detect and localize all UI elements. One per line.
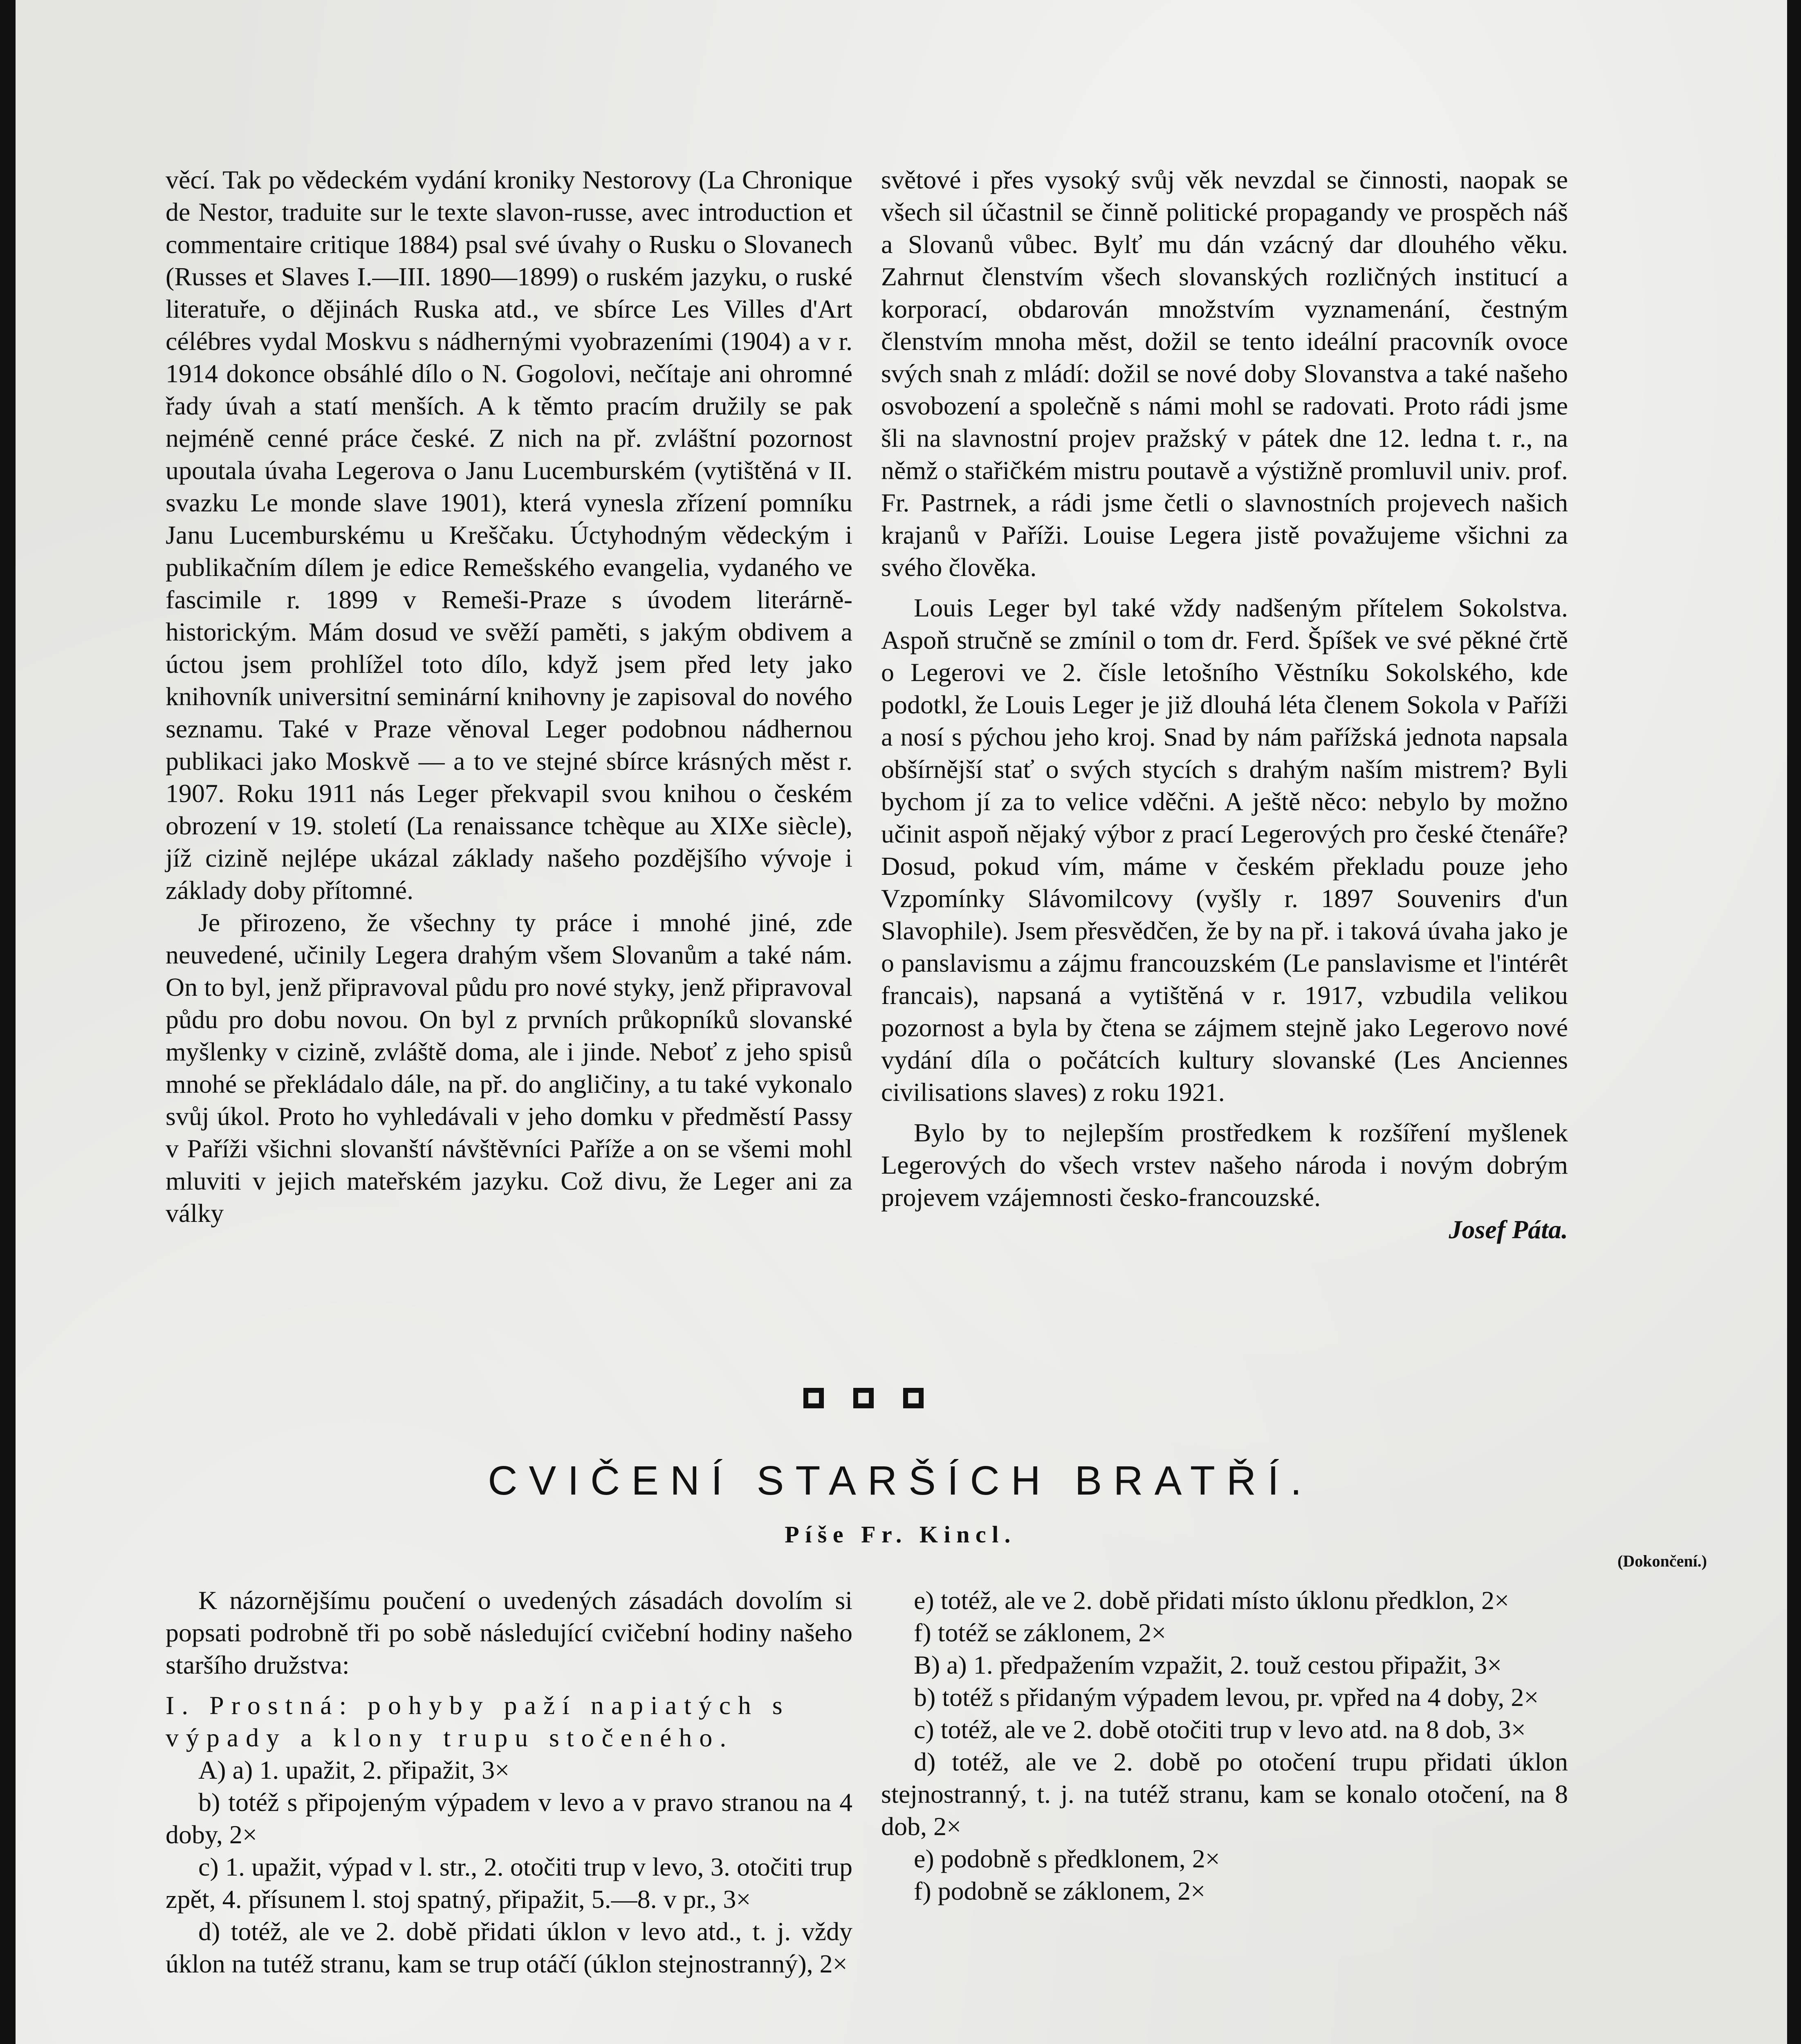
list-item: f) totéž se záklonem, 2×: [914, 1618, 1166, 1647]
list-item: c) 1. upažit, výpad v l. str., 2. otočiti trup v levo, 3. otočiti trup zpět, 4. přísunem l. stoj spatný, připažit, 5.—8. v pr., 3×: [166, 1852, 852, 1914]
paragraph: K názornějšímu poučení o uvedených zásadách dovolím si popsati podrobně tři po sobě následující cvičební hodiny našeho staršího družstva:: [166, 1586, 852, 1679]
article-author: Píše Fr. Kincl.: [785, 1521, 1016, 1548]
article-title: CVIČENÍ STARŠÍCH BRATŘÍ.: [488, 1458, 1313, 1504]
list-item: A) a) 1. upažit, 2. připažit, 3×: [198, 1755, 510, 1784]
paragraph: Louis Leger byl také vždy nadšeným přítelem Sokolstva. Aspoň stručně se zmínil o tom dr. Ferd. Špíšek ve své pěkné črtě o Legerovi ve 2. čísle letošního Věstníku Sokolského, kde podotkl, že Louis Leger je již dlouhá léta členem Sokola v Paříži a nosí s pýchou jeho kroj. Snad by nám pařížská jednota napsala obšírnější stať o svých stycích s drahým naším mistrem? Byli bychom jí za to velice vděčni. A ještě něco: nebylo by možno učinit aspoň nějaký výbor z prací Legerových pro české čtenáře? Dosud, pokud vím, máme v českém překladu pouze jeho Vzpomínky Slávomilcovy (vyšly r. 1897 Souvenirs d'un Slavophile). Jsem přesvědčen, že by na př. i taková úvaha jako je o panslavismu a zájmu francouzském (Le panslavisme et l'intérêt francais), napsaná a vytištěná v r. 1917, vzbudila velikou pozornost a byla by čtena se zájmem stejně jako Legerovo nové vydání díla o počátcích kultury slovanské (Les Anciennes civilisations slaves) z roku 1921.: [881, 593, 1568, 1107]
signature: Josef Páta.: [1449, 1215, 1568, 1244]
scan-border-right: [1787, 0, 1801, 2044]
article1-right-column: [881, 164, 1568, 1246]
paragraph: věcí. Tak po vědeckém vydání kroniky Nestorovy (La Chronique de Nestor, traduite sur le texte slavon-russe, avec introduction et commentaire critique 1884) psal své úvahy o Rusku o Slovanech (Russes et Slaves I.—III. 1890—1899) o ruském jazyku, o ruské literatuře, o dějinách Ruska atd., ve sbírce Les Villes d'Art célébres vydal Moskvu s nádhernými vyobrazeními (1904) a v r. 1914 dokonce obsáhlé dílo o N. Gogolovi, nečítaje ani ohromné řady úvah a statí menších. A k těmto pracím družily se pak nejméně cenné práce české. Z nich na př. zvláštní pozornost upoutala úvaha Legerova o Janu Lucemburském (vytištěná v II. svazku Le monde slave 1901), která vynesla zřízení pomníku Janu Lucemburskému u Kreščaku. Úctyhodným vědeckým i publikačním dílem je edice Remešského evangelia, vydaného ve fascimile r. 1899 v Remeši-Praze s úvodem literárně-historickým. Mám dosud ve svěží paměti, s jakým obdivem a úctou jsem prohlížel toto dílo, když jsem před lety jako knihovník universitní seminární knihovny je zapisoval do nového seznamu. Také v Praze věnoval Leger podobnou nádhernou publikaci jako Moskvě — a to ve stejné sbírce krásných měst r. 1907. Roku 1911 nás Leger překvapil svou knihou o českém obrození v 19. století (La renaissance tchèque au XIXe siècle), jíž cizině nejlépe ukázal základy našeho pozdějšího vývoje i základy doby přítomné.: [166, 165, 852, 905]
square-ornament: [903, 1388, 924, 1408]
list-item: b) totéž s přidaným výpadem levou, pr. vpřed na 4 doby, 2×: [914, 1683, 1539, 1712]
list-item: e) podobně s předklonem, 2×: [914, 1844, 1220, 1873]
paragraph: světové i přes vysoký svůj věk nevzdal se činnosti, naopak se všech sil účastnil se činně politické propagandy ve prospěch náš a Slovanů vůbec. Bylť mu dán vzácný dar dlouhého věku. Zahrnut členstvím všech slovanských rozličných institucí a korporací, obdarován množstvím vyznamenání, čestným členstvím mnoha měst, dožil se tento ideální pracovník ovoce svých snah z mládí: dožil se nové doby Slovanstva a také našeho osvobození a společně s námi mohl se radovati. Proto rádi jsme šli na slavnostní projev pražský v pátek dne 12. ledna t. r., na němž o stařičkém mistru poutavě a výstižně promluvil univ. prof. Fr. Pastrnek, a rádi jsme četli o slavnostních projevech našich krajanů v Paříži. Louise Legera jistě považujeme všichni za svého člověka.: [881, 165, 1568, 582]
list-item: B) a) 1. předpažením vzpažit, 2. touž cestou připažit, 3×: [914, 1650, 1502, 1679]
article2-right-column: [881, 1584, 1568, 1907]
section-heading: I. Prostná: pohyby paží napiatých s výpady a klony trupu stočeného.: [166, 1691, 790, 1752]
list-item: b) totéž s připojeným výpadem v levo a v pravo stranou na 4 doby, 2×: [166, 1788, 852, 1849]
list-item: e) totéž, ale ve 2. době přidati místo úklonu předklon, 2×: [914, 1586, 1509, 1615]
square-ornament: [803, 1388, 824, 1408]
paragraph: Bylo by to nejlepším prostředkem k rozšíření myšlenek Legerových do všech vrstev našeho národa i novým dobrým projevem vzájemnosti česko-francouzské.: [881, 1118, 1568, 1212]
list-item: f) podobně se záklonem, 2×: [914, 1876, 1206, 1905]
article1-left-column: [166, 164, 852, 1229]
section-divider: [803, 1388, 924, 1408]
list-item: d) totéž, ale ve 2. době přidati úklon v levo atd., t. j. vždy úklon na tutéž stranu, kam se trup otáčí (úklon stejnostranný), 2×: [166, 1917, 852, 1978]
list-item: c) totéž, ale ve 2. době otočiti trup v levo atd. na 8 dob, 3×: [914, 1715, 1526, 1744]
paragraph: Je přirozeno, že všechny ty práce i mnohé jiné, zde neuvedené, učinily Legera drahým všem Slovanům a také nám. On to byl, jenž připravoval půdu pro nové styky, jenž připravoval půdu pro dobu novou. On byl z prvních průkopníků slovanské myšlenky v cizině, zvláště doma, ale i jinde. Neboť z jeho spisů mnohé se překládalo dále, na př. do angličiny, a tu také vykonalo svůj úkol. Proto ho vyhledávali v jeho domku v předměstí Passy v Paříži všichni slovanští návštěvníci Paříže a on se všemi mohl mluviti v jejich mateřském jazyku. Což divu, že Leger ani za války: [166, 908, 852, 1228]
square-ornament: [853, 1388, 874, 1408]
scan-border-left: [0, 0, 16, 2044]
list-item: d) totéž, ale ve 2. době po otočení trupu přidati úklon stejnostranný, t. j. na tutéž stranu, kam se konalo otočení, na 8 dob, 2×: [881, 1747, 1568, 1841]
continued-note: (Dokončení.): [1617, 1552, 1707, 1570]
article2-left-column: [166, 1584, 852, 1980]
